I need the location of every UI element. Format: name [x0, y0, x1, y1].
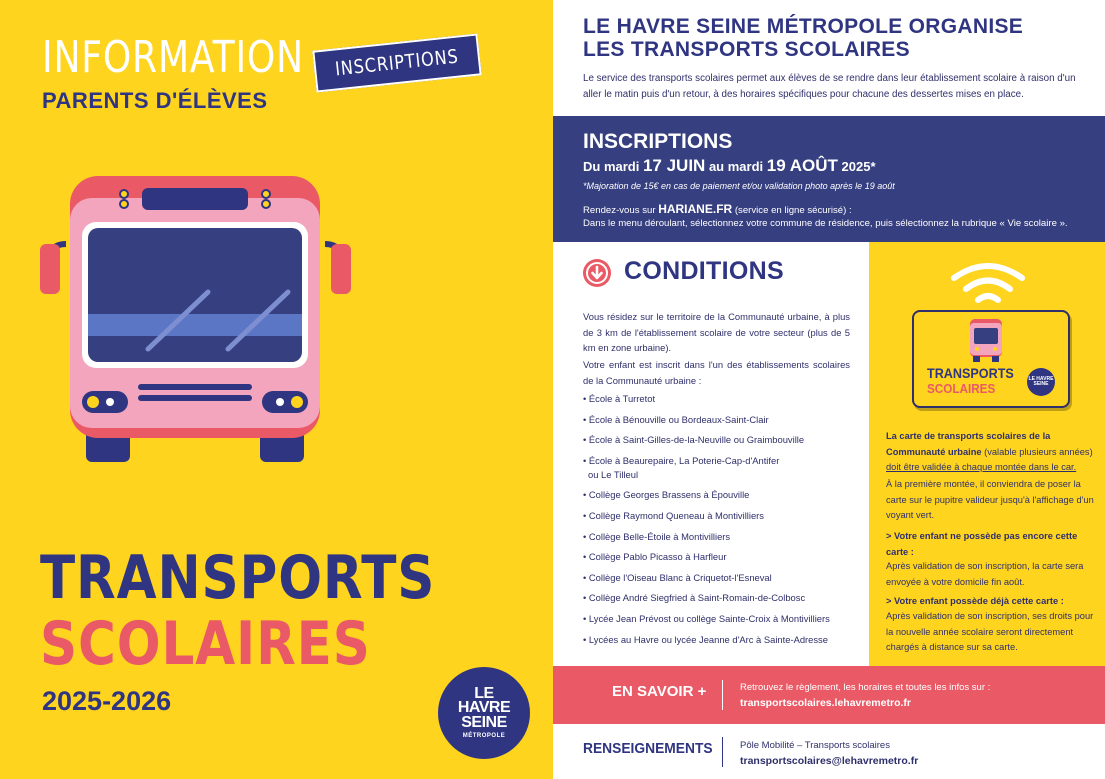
visit-prefix: Rendez-vous sur	[583, 205, 659, 216]
dates-middle: au mardi	[705, 159, 767, 174]
bus-icon	[966, 318, 1006, 362]
logo-word-seine: SEINE	[461, 714, 507, 732]
inscriptions-visit	[583, 202, 852, 216]
header-title-line2: LES TRANSPORTS SCOLAIRES	[583, 38, 910, 61]
list-item: • Collège Georges Brassens à Épouville	[583, 489, 750, 501]
list-item: • École à Saint-Gilles-de-la-Neuville ou Graimbouville	[583, 434, 805, 446]
inscriptions-menu-instructions: Dans le menu déroulant, sélectionnez votre commune de résidence, puis sélectionnez la rubrique « Vie scolaire ».	[583, 218, 1068, 229]
list-item: • Collège l'Oiseau Blanc à Criquetot-l'Esneval	[583, 571, 772, 583]
info-title: INFORMATION	[42, 32, 304, 83]
date-start: 17 JUIN	[642, 156, 706, 175]
list-item: • Collège Raymond Queneau à Montivilliers	[583, 509, 764, 521]
card-first-use-text: À la première montée, il conviendra de poser la carte sur le pupitre valideur jusqu'à l'affichage d'un voyant vert.	[886, 479, 1094, 520]
card-has-card-text: Après validation de son inscription, ses droits pour la nouvelle année scolaire seront directement chargés à distance sur sa carte.	[886, 611, 1094, 652]
logo-word-metropole: MÉTROPOLE	[462, 732, 506, 739]
arrow-down-icon	[583, 259, 611, 287]
header-intro: Le service des transports scolaires permet aux élèves de se rendre dans leur établissement scolaire à raison d'un aller le matin puis d'un retour, à des horaires spécifiques pour chacune des dessertes mises en place.	[583, 73, 1076, 100]
conditions-heading: CONDITIONS	[624, 257, 784, 285]
list-item: • Collège André Siegfried à Saint-Romain-de-Colbosc	[583, 592, 806, 604]
conditions-enrolment: Votre enfant est inscrit dans l'un des établissements scolaires de la Communauté urbaine :	[583, 359, 850, 386]
list-item: • École à Bénouville ou Bordeaux-Saint-Clair	[583, 413, 769, 425]
date-end: 19 AOÛT	[766, 156, 838, 175]
divider	[722, 680, 723, 710]
info-subtitle: PARENTS D'ÉLÈVES	[42, 88, 268, 113]
inscriptions-note: *Majoration de 15€ en cas de paiement et/ou validation photo après le 19 août	[583, 181, 895, 191]
dates-prefix: Du mardi	[583, 159, 643, 174]
card-text-normal: (valable plusieurs années)	[981, 446, 1093, 457]
conditions-residence: Vous résidez sur le territoire de la Communauté urbaine, à plus de 3 km de l'établissement scolaire de votre secteur (plus de 5 km en zone urbaine).	[583, 311, 850, 353]
list-item: • Lycée Jean Prévost ou collège Sainte-Croix à Montivilliers	[583, 612, 830, 624]
stamp-label: INSCRIPTIONS	[334, 45, 460, 81]
list-item: • École à Beaurepaire, La Poterie-Cap-d'Antifer	[583, 454, 780, 466]
more-info-label: EN SAVOIR +	[612, 683, 707, 700]
list-item: • Collège Pablo Picasso à Harfleur	[583, 551, 727, 563]
card-text-underline: doit être validée à chaque montée dans le car.	[886, 462, 1077, 472]
main-title-line2: SCOLAIRES	[40, 609, 371, 679]
card-validation-text	[886, 429, 1096, 476]
contactless-icon	[950, 260, 1026, 306]
list-item: • Lycées au Havre ou lycée Jeanne d'Arc à Sainte-Adresse	[583, 633, 828, 645]
dates-suffix: 2025*	[837, 159, 876, 174]
list-item: ou Le Tilleul	[588, 468, 639, 480]
school-year: 2025-2026	[42, 686, 172, 716]
inscriptions-dates	[583, 156, 876, 176]
inscriptions-heading: INSCRIPTIONS	[583, 130, 733, 153]
header-title-line1: LE HAVRE SEINE MÉTROPOLE ORGANISE	[583, 15, 1024, 38]
bus-illustration	[38, 174, 353, 466]
hariane-link[interactable]: HARIANE.FR	[658, 202, 733, 216]
list-item: • Collège Belle-Étoile à Montivilliers	[583, 530, 731, 542]
card-has-card-heading: > Votre enfant possède déjà cette carte :	[886, 596, 1064, 606]
card-logo: LE HAVRE SEINE	[1027, 368, 1055, 396]
card-text-bold: La carte de transports scolaires de la Communauté urbaine	[886, 431, 1051, 457]
le-havre-seine-logo	[438, 667, 530, 759]
card-title-line2: SCOLAIRES	[927, 381, 996, 396]
logo-word-havre: HAVRE	[457, 699, 511, 717]
logo-word-le: LE	[474, 684, 494, 702]
main-title-line1: TRANSPORTS	[40, 543, 436, 613]
contact-department: Pôle Mobilité – Transports scolaires	[740, 740, 890, 751]
card-title-line1: TRANSPORTS	[927, 365, 1014, 381]
schools-list	[583, 392, 858, 653]
visit-suffix: (service en ligne sécurisé) :	[732, 205, 852, 216]
more-info-text: Retrouvez le règlement, les horaires et toutes les infos sur :	[740, 682, 991, 693]
card-no-card-text: Après validation de son inscription, la carte sera envoyée à votre domicile fin août.	[886, 561, 1084, 587]
card-no-card-heading: > Votre enfant ne possède pas encore cette carte :	[886, 531, 1078, 557]
contact-label: RENSEIGNEMENTS	[583, 740, 713, 757]
more-info-link[interactable]: transportscolaires.lehavremetro.fr	[740, 697, 911, 709]
divider	[722, 737, 723, 767]
list-item: • École à Turretot	[583, 393, 656, 404]
contact-email-link[interactable]: transportscolaires@lehavremetro.fr	[740, 755, 919, 767]
